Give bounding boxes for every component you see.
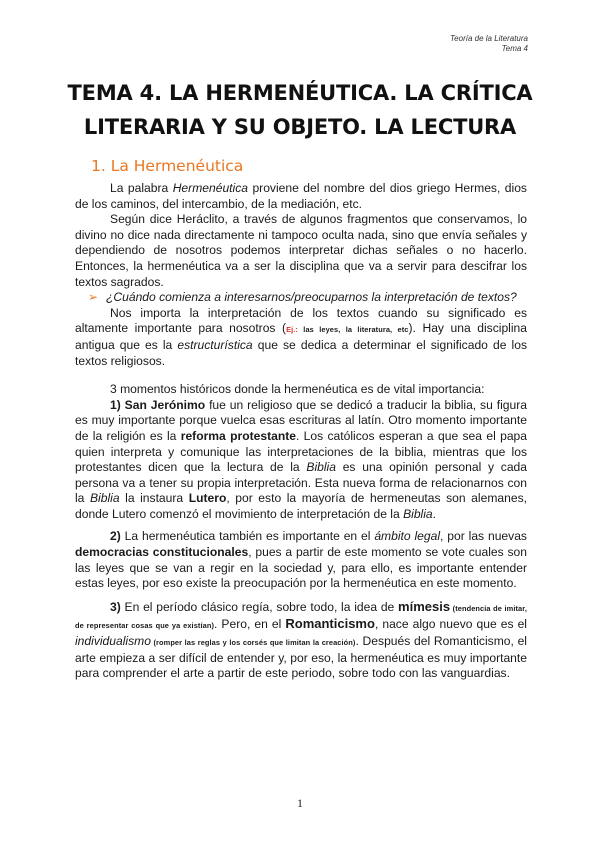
bold-term: Lutero <box>188 491 227 506</box>
text: , pues a partir de este momento se vote cuales son las leyes que se van a regir en la sociedad y, para ello, es importante entender estas leyes, por eso existe la preocupación por la hermenéutica en este momento. <box>75 545 527 591</box>
text: ). Hay una disciplina antigua que es la <box>75 321 527 352</box>
text: Nos importa la interpretación de los textos cuando su significado es altamente importante para nosotros ( <box>75 305 527 336</box>
paragraph-moment-2 <box>75 529 527 591</box>
page-number: 1 <box>297 796 303 810</box>
page-title <box>60 76 540 144</box>
document-body <box>75 181 527 682</box>
text: La palabra <box>110 181 173 195</box>
paragraph-interpretation <box>75 306 527 369</box>
emphasis: ámbito legal <box>374 529 441 544</box>
paragraph-moment-1 <box>75 398 527 523</box>
section-heading: 1. La Hermenéutica <box>91 157 244 175</box>
text: , por esto la mayoría de hermeneutas son alemanes, donde Lutero comenzó el movimiento de interpretación de la <box>75 491 527 521</box>
text: . Los católicos esperan a que sea el papa quien interpreta y comunique las interpretaciones de la biblia, mientras que los protestantes dicen que la lectura de la <box>75 428 528 475</box>
header-course: Teoría de la Literatura <box>450 34 528 43</box>
text: es una opinión personal y cada persona va a tener su propia interpretación. Esta nueva forma de relacionarnos con la <box>75 460 527 506</box>
emphasis: Biblia <box>403 506 433 521</box>
arrow-bullet-icon: ➢ <box>88 290 99 305</box>
title-line-1: TEMA 4. LA HERMENÉUTICA. LA CRÍTICA <box>67 81 533 105</box>
side-note: (romper las reglas y los corsés que limitan la creación) <box>150 638 356 648</box>
text: En el período clásico regía, sobre todo, la idea de <box>120 599 399 614</box>
example-note: las leyes, la literatura, etc <box>297 325 409 335</box>
emphasis: estructurística <box>177 337 253 352</box>
running-header <box>450 34 528 54</box>
text: . <box>432 506 437 521</box>
moment-number: 1) San Jerónimo <box>110 397 206 412</box>
paragraph-heraclito: Según dice Heráclito, a través de algunos fragmentos que conservamos, lo divino no dice nada directamente ni tampoco oculta nada, sino que envía señales y dependiendo de nosotros podemos interpretar dichas señales o no hacerlo. Entonces, la hermenéutica va a ser la disciplina que va a servir para descifrar los textos sagrados. <box>75 212 527 289</box>
bold-term: reforma protestante <box>180 428 296 443</box>
text: , nace algo nuevo que es el <box>374 617 527 632</box>
bold-term: mímesis <box>398 598 451 614</box>
text: . Después del Romanticismo, el arte empieza a ser difícil de entender y, por eso, la hermenéutica es muy importante para comprender el arte a partir de este periodo, sobre todo con las vanguardias. <box>75 634 527 681</box>
emphasis: Hermenéutica <box>172 181 248 195</box>
bold-term: democracias constitucionales <box>75 545 249 560</box>
text: la instaura <box>119 491 189 506</box>
text: proviene del nombre del dios griego Hermes, dios de los caminos, del intercambio, de la mediación, etc. <box>75 181 527 211</box>
bullet-text: ¿Cuándo comienza a interesarnos/preocuparnos la interpretación de textos? <box>106 290 517 305</box>
side-note: (tendencia de imitar, de representar cosas que ya existían) <box>75 603 527 631</box>
emphasis: individualismo <box>75 634 151 649</box>
text: . Pero, en el <box>214 617 286 632</box>
paragraph-hermes <box>75 181 527 212</box>
title-line-2: LITERARIA Y SU OBJETO. LA LECTURA <box>83 115 517 139</box>
bullet-question <box>75 290 527 306</box>
text: , por las nuevas <box>440 529 527 544</box>
moment-number: 2) <box>110 529 121 544</box>
paragraph-moment-3 <box>75 599 527 682</box>
text: fue un religioso que se dedicó a traducir la biblia, su figura es muy importante porque vuelca esas escrituras al latín. Otro momento importante de la religión es la <box>75 397 527 443</box>
moment-number: 3) <box>110 599 121 614</box>
bold-term: Romanticismo <box>285 616 375 632</box>
example-label: Ej.: <box>286 325 298 335</box>
emphasis: Biblia <box>306 460 336 475</box>
paragraph-moments-intro: 3 momentos históricos donde la hermenéutica es de vital importancia: <box>110 382 485 397</box>
text: La hermenéutica también es importante en el <box>120 529 375 544</box>
header-topic: Tema 4 <box>501 44 528 53</box>
emphasis: Biblia <box>89 491 120 506</box>
text: que se dedica a determinar el significado de los textos religiosos. <box>75 337 527 368</box>
